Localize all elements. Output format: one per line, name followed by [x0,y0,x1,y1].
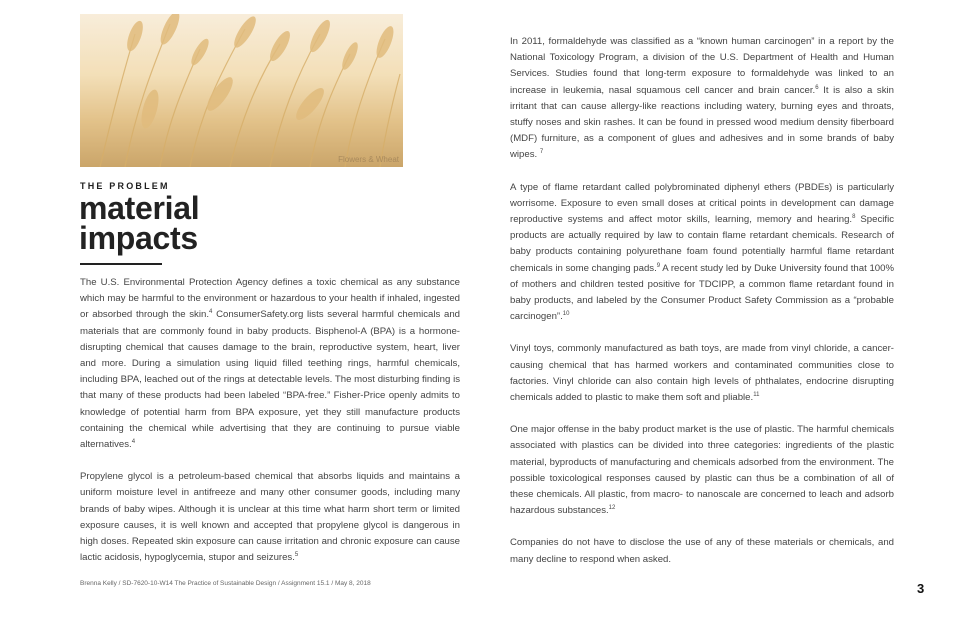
wheat-photo [80,14,403,167]
footnote-ref: 12 [608,505,616,512]
section-kicker: THE PROBLEM [80,181,170,191]
paragraph-text: Vinyl toys, commonly manufactured as bath toys, are made from vinyl chloride, a cancer-causing chemical that has harmed workers and contaminated communities close to factories. Vinyl chloride can also contain high levels of phthalates, endocrine disrupting chemicals added to plastic to make them soft and pliable. [510,343,894,404]
paragraph-text: Propylene glycol is a petroleum-based chemical that absorbs liquids and maintains a uniform moisture level in antifreeze and many other consumer goods, including many brands of baby wipes. Although it is unclear at this time what harm short term or limited exposure causes, it is well known and accepted that propylene glycol is dangerous in high doses. Repeated skin exposure can cause irritation and chronic exposure can cause lactic acidosis, hypoglycemia, stupor and seizures. [80,471,460,564]
footnote-ref: 5 [294,552,299,559]
title-line-1: material [79,190,200,226]
paragraph-text: A recent study led by Duke University found that 100% of mothers and children tested positive for TDCIPP, a common flame retardant found in baby products, and labeled by the Consumer Product Safety Commission as a “probable carcinogen”. [510,262,895,323]
paragraph-text: ConsumerSafety.org lists several harmful chemicals and materials that are commonly found in baby products. Bisphenol-A (BPA) is a hormone-disrupting chemical that causes damage to the brain, reproductive system, heart, liver and more. During a simulation using liquid filled teething rings, harmful chemicals, including BPA, leached out of the rings at detectable levels. The most disturbing finding is that many of these products had been labeled “BPA-free.” Fisher-Price openly admits to knowledge of potential harm from BPA exposure, yet they still manufacture products containing the chemical while advertising that they are continuing to pursue viable alternatives. [80,309,460,451]
footnote-ref: 8 [852,213,856,220]
footnote-ref: 6 [815,84,819,91]
paragraph [510,535,894,567]
paragraph-text: One major offense in the baby product market is the use of plastic. The harmful chemicals associated with plastics can be divided into three categories: ingredients of the plastic material, byproducts of manufacturing and chemicals adsorbed from the environment. The possible toxicological responses caused by plastic can thus be a combination of all of these chemicals. All plastic, from macro- to nanoscale are concerned to leach and adsorb hazardous substances. [510,424,894,517]
paragraph [510,341,894,406]
footnote-ref: 4 [209,309,213,316]
paragraph [80,469,460,566]
paragraph [510,180,894,326]
paragraph [510,422,894,519]
paragraph-text: A type of flame retardant called polybrominated diphenyl ethers (PBDEs) is particularly worrisome. Exposure to even small doses at critical points in development can damage reproductive systems and affect motor skills, learning, memory and hearing. [510,181,894,226]
footnote-ref: 10 [562,311,570,318]
footnote-ref: 11 [753,391,760,398]
footnote-ref: 7 [539,149,544,156]
page-footer: Brenna Kelly / SD-7620-10-W14 The Practice of Sustainable Design / Assignment 15.1 / May 8, 2018 [80,580,371,587]
page-title [79,190,200,256]
title-line-2: impacts [79,220,198,256]
paragraph-text: The U.S. Environmental Protection Agency defines a toxic chemical as any substance which may be harmful to the environment or hazardous to your health if inhaled, ingested or absorbed through the skin. [80,277,460,321]
paragraph-text: In 2011, formaldehyde was classified as a “known human carcinogen” in a report by the National Toxicology Program, a division of the U.S. Department of Health and Human Services. Studies found that long-term exposure to formaldehyde was linked to an increase in leukemia, nasal squamous cell cancer and brain cancer. [510,36,894,96]
paragraph [510,34,894,164]
right-column [510,34,894,584]
paragraph-text: Specific products are actually required by law to contain flame retardant chemicals. Research of baby products containing polyurethane foam found potentially harmful flame retardant chemicals in some changing pads. [510,214,894,274]
photo-credit: Flowers & Wheat [338,155,399,164]
paragraph [80,275,460,453]
wheat-illustration [80,14,403,167]
page-number: 3 [917,581,925,596]
paragraph-text: It is also a skin irritant that can cause allergy-like reactions including watery, burning eyes and throats, stuffy noses and skin rashes. It can be found in pressed wood medium density fiberboard (MDF) furniture, as a component of glues and adhesives and in some brands of baby wipes. [510,84,894,161]
title-divider [80,263,162,265]
left-column [80,275,460,582]
footnote-ref: 4 [131,438,136,445]
footnote-ref: 9 [656,262,661,269]
paragraph-text: Companies do not have to disclose the use of any of these materials or chemicals, and many decline to respond when asked. [510,537,894,565]
